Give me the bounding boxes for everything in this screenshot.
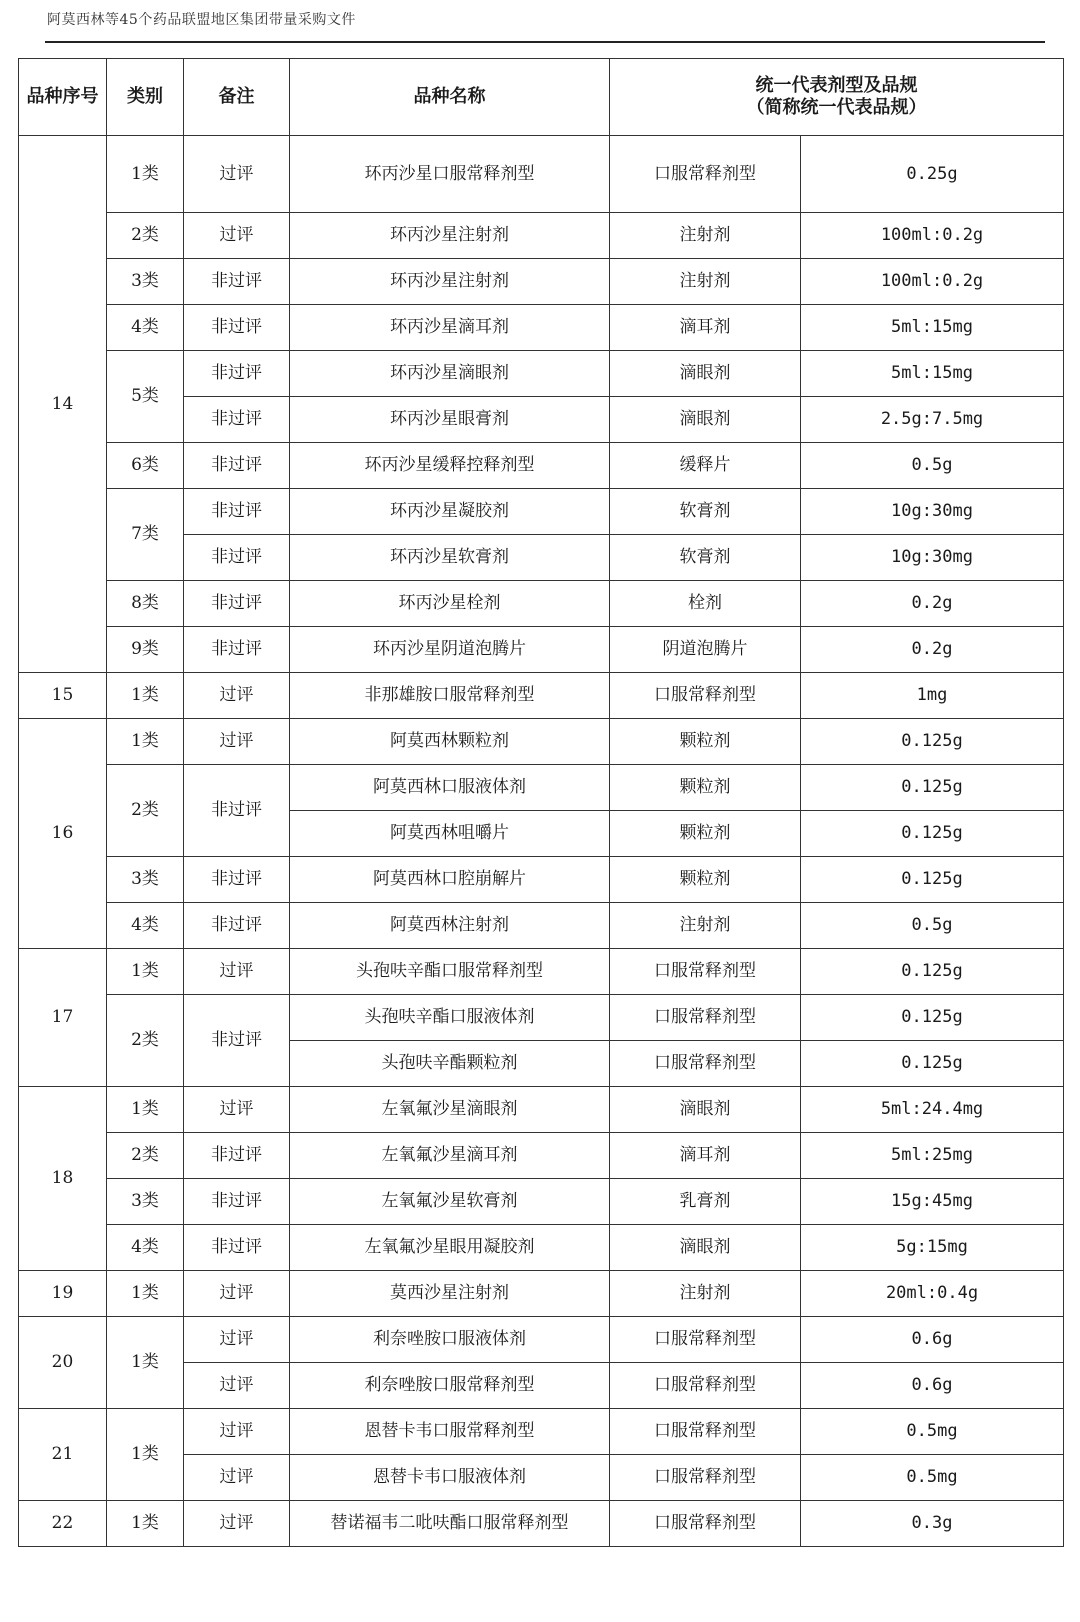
header-remark: 备注 (184, 59, 290, 136)
table-row (19, 857, 1064, 903)
cell-category: 2类 (107, 765, 184, 857)
cell-spec: 0.3g (801, 1501, 1064, 1547)
table-row (19, 719, 1064, 765)
cell-remark: 非过评 (184, 765, 290, 857)
table-row (19, 1271, 1064, 1317)
cell-name: 利奈唑胺口服常释剂型 (290, 1363, 610, 1409)
cell-spec: 0.125g (801, 995, 1064, 1041)
cell-remark: 非过评 (184, 443, 290, 489)
cell-form: 注射剂 (610, 259, 801, 305)
cell-seq: 17 (19, 949, 107, 1087)
cell-remark: 过评 (184, 1409, 290, 1455)
cell-seq: 22 (19, 1501, 107, 1547)
cell-name: 非那雄胺口服常释剂型 (290, 673, 610, 719)
cell-name: 环丙沙星眼膏剂 (290, 397, 610, 443)
cell-name: 环丙沙星凝胶剂 (290, 489, 610, 535)
cell-category: 8类 (107, 581, 184, 627)
cell-spec: 0.125g (801, 765, 1064, 811)
cell-remark: 过评 (184, 1271, 290, 1317)
cell-name: 环丙沙星口服常释剂型 (290, 136, 610, 213)
cell-spec: 15g:45mg (801, 1179, 1064, 1225)
table-row (19, 903, 1064, 949)
cell-name: 阿莫西林口腔崩解片 (290, 857, 610, 903)
cell-category: 3类 (107, 857, 184, 903)
cell-category: 2类 (107, 1133, 184, 1179)
cell-category: 6类 (107, 443, 184, 489)
cell-remark: 过评 (184, 719, 290, 765)
cell-form: 缓释片 (610, 443, 801, 489)
cell-form: 滴眼剂 (610, 1225, 801, 1271)
cell-form: 口服常释剂型 (610, 136, 801, 213)
cell-category: 1类 (107, 1317, 184, 1409)
cell-spec: 0.5mg (801, 1455, 1064, 1501)
cell-form: 口服常释剂型 (610, 1501, 801, 1547)
cell-category: 1类 (107, 1271, 184, 1317)
cell-spec: 0.5mg (801, 1409, 1064, 1455)
header-name: 品种名称 (290, 59, 610, 136)
table-row (19, 489, 1064, 535)
cell-category: 1类 (107, 1501, 184, 1547)
table-row (19, 213, 1064, 259)
cell-category: 2类 (107, 995, 184, 1087)
cell-form: 注射剂 (610, 213, 801, 259)
cell-spec: 0.6g (801, 1363, 1064, 1409)
cell-category: 9类 (107, 627, 184, 673)
cell-form: 乳膏剂 (610, 1179, 801, 1225)
cell-name: 环丙沙星阴道泡腾片 (290, 627, 610, 673)
procurement-table (18, 58, 1064, 1547)
cell-form: 滴耳剂 (610, 1133, 801, 1179)
table-row (19, 443, 1064, 489)
document-header-title: 阿莫西林等45个药品联盟地区集团带量采购文件 (47, 12, 356, 28)
cell-form: 颗粒剂 (610, 857, 801, 903)
cell-spec: 0.6g (801, 1317, 1064, 1363)
cell-category: 1类 (107, 673, 184, 719)
table-body (19, 136, 1064, 1547)
table-row (19, 1317, 1064, 1363)
cell-spec: 5ml:15mg (801, 351, 1064, 397)
cell-name: 头孢呋辛酯颗粒剂 (290, 1041, 610, 1087)
cell-spec: 0.125g (801, 949, 1064, 995)
cell-remark: 过评 (184, 213, 290, 259)
cell-seq: 21 (19, 1409, 107, 1501)
cell-category: 3类 (107, 259, 184, 305)
table-row (19, 1179, 1064, 1225)
cell-form: 口服常释剂型 (610, 673, 801, 719)
header-representative-spec (610, 59, 1064, 136)
cell-name: 利奈唑胺口服液体剂 (290, 1317, 610, 1363)
cell-form: 颗粒剂 (610, 719, 801, 765)
cell-form: 滴耳剂 (610, 305, 801, 351)
cell-spec: 20ml:0.4g (801, 1271, 1064, 1317)
cell-category: 1类 (107, 719, 184, 765)
header-category: 类别 (107, 59, 184, 136)
cell-name: 头孢呋辛酯口服常释剂型 (290, 949, 610, 995)
cell-spec: 0.2g (801, 627, 1064, 673)
cell-name: 替诺福韦二吡呋酯口服常释剂型 (290, 1501, 610, 1547)
cell-form: 颗粒剂 (610, 765, 801, 811)
cell-name: 环丙沙星软膏剂 (290, 535, 610, 581)
cell-name: 环丙沙星滴耳剂 (290, 305, 610, 351)
cell-spec: 0.5g (801, 443, 1064, 489)
cell-name: 环丙沙星注射剂 (290, 213, 610, 259)
cell-name: 左氧氟沙星软膏剂 (290, 1179, 610, 1225)
table-row (19, 259, 1064, 305)
cell-spec: 2.5g:7.5mg (801, 397, 1064, 443)
cell-name: 左氧氟沙星滴眼剂 (290, 1087, 610, 1133)
cell-name: 恩替卡韦口服常释剂型 (290, 1409, 610, 1455)
cell-spec: 0.2g (801, 581, 1064, 627)
cell-spec: 0.125g (801, 857, 1064, 903)
cell-remark: 非过评 (184, 535, 290, 581)
cell-seq: 16 (19, 719, 107, 949)
cell-remark: 非过评 (184, 1225, 290, 1271)
cell-form: 口服常释剂型 (610, 1317, 801, 1363)
cell-remark: 非过评 (184, 397, 290, 443)
table-row (19, 1501, 1064, 1547)
cell-remark: 非过评 (184, 857, 290, 903)
cell-name: 阿莫西林颗粒剂 (290, 719, 610, 765)
cell-category: 1类 (107, 949, 184, 995)
cell-spec: 0.125g (801, 1041, 1064, 1087)
cell-form: 滴眼剂 (610, 351, 801, 397)
cell-category: 3类 (107, 1179, 184, 1225)
table-row (19, 673, 1064, 719)
table-row (19, 765, 1064, 811)
table-row (19, 351, 1064, 397)
cell-category: 4类 (107, 1225, 184, 1271)
table-row (19, 1409, 1064, 1455)
table-row (19, 136, 1064, 213)
header-rep-line1: 统一代表剂型及品规 (755, 75, 918, 97)
cell-spec: 0.125g (801, 811, 1064, 857)
cell-spec: 5ml:15mg (801, 305, 1064, 351)
cell-name: 阿莫西林口服液体剂 (290, 765, 610, 811)
cell-remark: 非过评 (184, 489, 290, 535)
cell-remark: 过评 (184, 1363, 290, 1409)
cell-remark: 过评 (184, 1317, 290, 1363)
cell-category: 5类 (107, 351, 184, 443)
header-rep-line2: （简称统一代表品规） (746, 97, 927, 118)
cell-category: 4类 (107, 903, 184, 949)
cell-spec: 5ml:24.4mg (801, 1087, 1064, 1133)
cell-category: 1类 (107, 1087, 184, 1133)
cell-remark: 过评 (184, 949, 290, 995)
cell-form: 阴道泡腾片 (610, 627, 801, 673)
cell-remark: 过评 (184, 1455, 290, 1501)
cell-spec: 5g:15mg (801, 1225, 1064, 1271)
cell-name: 阿莫西林咀嚼片 (290, 811, 610, 857)
cell-category: 2类 (107, 213, 184, 259)
cell-name: 恩替卡韦口服液体剂 (290, 1455, 610, 1501)
cell-spec: 1mg (801, 673, 1064, 719)
cell-name: 莫西沙星注射剂 (290, 1271, 610, 1317)
cell-name: 环丙沙星滴眼剂 (290, 351, 610, 397)
cell-form: 口服常释剂型 (610, 1409, 801, 1455)
cell-remark: 非过评 (184, 903, 290, 949)
cell-name: 左氧氟沙星眼用凝胶剂 (290, 1225, 610, 1271)
cell-category: 1类 (107, 1409, 184, 1501)
cell-form: 口服常释剂型 (610, 949, 801, 995)
cell-remark: 过评 (184, 673, 290, 719)
table-row (19, 1225, 1064, 1271)
cell-name: 头孢呋辛酯口服液体剂 (290, 995, 610, 1041)
table-row (19, 627, 1064, 673)
cell-form: 软膏剂 (610, 489, 801, 535)
cell-name: 左氧氟沙星滴耳剂 (290, 1133, 610, 1179)
cell-form: 栓剂 (610, 581, 801, 627)
table-row (19, 949, 1064, 995)
cell-remark: 过评 (184, 136, 290, 213)
cell-seq: 18 (19, 1087, 107, 1271)
cell-form: 口服常释剂型 (610, 1363, 801, 1409)
table-row (19, 581, 1064, 627)
cell-spec: 10g:30mg (801, 489, 1064, 535)
cell-remark: 非过评 (184, 305, 290, 351)
cell-spec: 0.5g (801, 903, 1064, 949)
header-seq: 品种序号 (19, 59, 107, 136)
table-row (19, 1133, 1064, 1179)
cell-remark: 过评 (184, 1501, 290, 1547)
cell-name: 环丙沙星栓剂 (290, 581, 610, 627)
cell-remark: 非过评 (184, 1133, 290, 1179)
cell-spec: 10g:30mg (801, 535, 1064, 581)
cell-form: 注射剂 (610, 1271, 801, 1317)
header-rule (45, 41, 1045, 43)
cell-spec: 100ml:0.2g (801, 259, 1064, 305)
cell-seq: 14 (19, 136, 107, 673)
cell-remark: 非过评 (184, 627, 290, 673)
cell-category: 1类 (107, 136, 184, 213)
cell-spec: 0.125g (801, 719, 1064, 765)
cell-form: 口服常释剂型 (610, 1455, 801, 1501)
table-row (19, 1087, 1064, 1133)
cell-name: 环丙沙星缓释控释剂型 (290, 443, 610, 489)
cell-category: 7类 (107, 489, 184, 581)
cell-form: 口服常释剂型 (610, 1041, 801, 1087)
cell-seq: 20 (19, 1317, 107, 1409)
cell-name: 阿莫西林注射剂 (290, 903, 610, 949)
cell-remark: 非过评 (184, 581, 290, 627)
table-row (19, 305, 1064, 351)
cell-form: 注射剂 (610, 903, 801, 949)
cell-spec: 0.25g (801, 136, 1064, 213)
table-header-row (19, 59, 1064, 136)
cell-name: 环丙沙星注射剂 (290, 259, 610, 305)
cell-remark: 非过评 (184, 995, 290, 1087)
cell-remark: 非过评 (184, 351, 290, 397)
cell-form: 滴眼剂 (610, 397, 801, 443)
cell-seq: 19 (19, 1271, 107, 1317)
cell-remark: 非过评 (184, 1179, 290, 1225)
cell-spec: 100ml:0.2g (801, 213, 1064, 259)
cell-form: 软膏剂 (610, 535, 801, 581)
cell-spec: 5ml:25mg (801, 1133, 1064, 1179)
cell-remark: 过评 (184, 1087, 290, 1133)
cell-form: 口服常释剂型 (610, 995, 801, 1041)
table-row (19, 995, 1064, 1041)
cell-seq: 15 (19, 673, 107, 719)
cell-form: 颗粒剂 (610, 811, 801, 857)
cell-form: 滴眼剂 (610, 1087, 801, 1133)
cell-remark: 非过评 (184, 259, 290, 305)
cell-category: 4类 (107, 305, 184, 351)
